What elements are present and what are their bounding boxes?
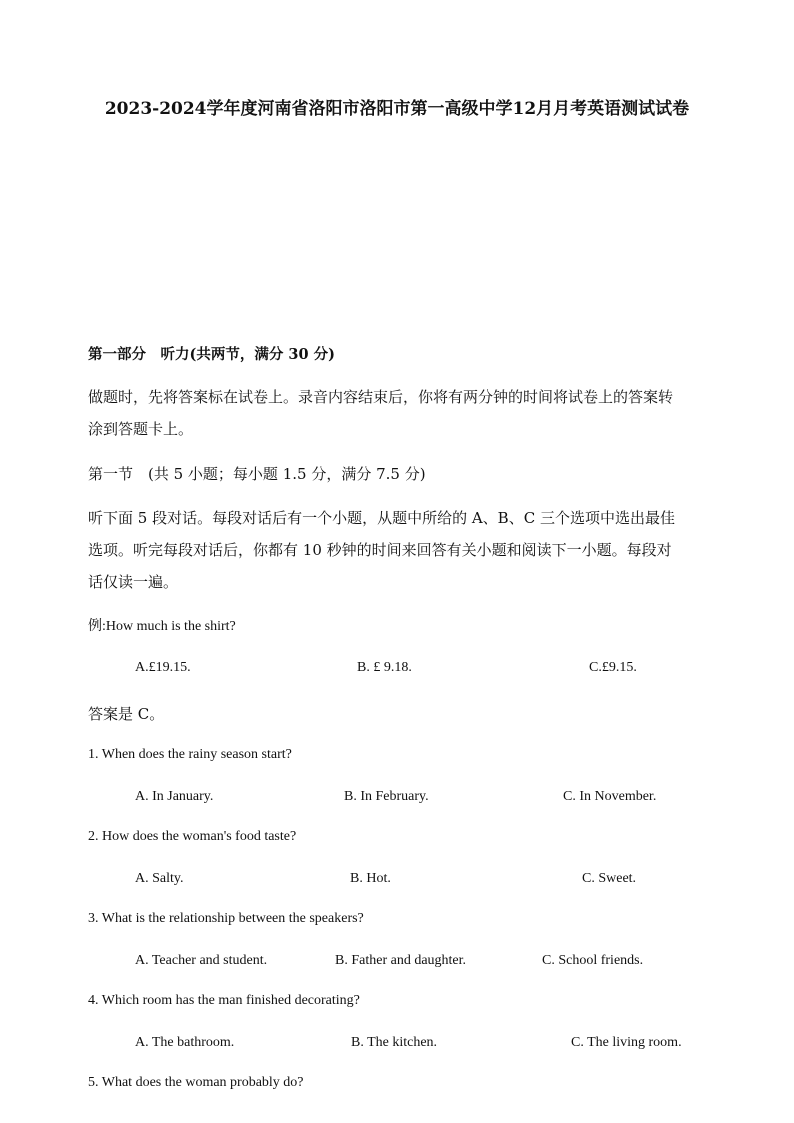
question-4-option-a: A. The bathroom. (135, 1035, 235, 1050)
part1-heading: 第一部分 听力(共两节，满分 30 分) (88, 346, 335, 363)
question-1: 1. When does the rainy season start? (88, 747, 292, 762)
example-answer: 答案是 C。 (88, 705, 165, 723)
question-1-option-a: A. In January. (135, 789, 214, 804)
question-3-option-a: A. Teacher and student. (135, 953, 268, 968)
example-option-a: A.£19.15. (135, 660, 191, 675)
instruction-line-1: 做题时，先将答案标在试卷上。录音内容结束后，你将有两分钟的时间将试卷上的答案转 (88, 388, 674, 406)
question-1-option-b: B. In February. (344, 789, 429, 804)
question-1-option-c: C. In November. (563, 789, 657, 804)
question-2-option-b: B. Hot. (350, 871, 391, 886)
question-3-option-b: B. Father and daughter. (335, 953, 467, 968)
question-2: 2. How does the woman's food taste? (88, 829, 297, 844)
example-option-c: C.£9.15. (589, 660, 637, 675)
question-3: 3. What is the relationship between the speakers? (88, 911, 364, 926)
example-question: 例:How much is the shirt? (88, 619, 236, 634)
question-2-option-a: A. Salty. (135, 871, 184, 886)
section1-instruction-line-1: 听下面 5 段对话。每段对话后有一个小题，从题中所给的 A、B、C 三个选项中选出最佳 (88, 509, 675, 527)
question-3-option-c: C. School friends. (542, 953, 644, 968)
question-2-option-c: C. Sweet. (582, 871, 637, 886)
section1-instruction-line-2: 选项。听完每段对话后，你都有 10 秒钟的时间来回答有关小题和阅读下一小题。每段对 (88, 541, 672, 559)
example-option-b: B. £ 9.18. (357, 660, 412, 675)
instruction-line-2: 涂到答题卡上。 (88, 420, 194, 438)
question-4: 4. Which room has the man finished decorating? (88, 993, 360, 1008)
section1-instruction-line-3: 话仅读一遍。 (88, 573, 179, 591)
question-4-option-b: B. The kitchen. (351, 1035, 438, 1050)
question-4-option-c: C. The living room. (571, 1035, 682, 1050)
exam-title: 2023-2024学年度河南省洛阳市洛阳市第一高级中学12月月考英语测试试卷 (104, 99, 690, 119)
section1-heading: 第一节 (共 5 小题；每小题 1.5 分，满分 7.5 分) (88, 465, 426, 483)
question-5: 5. What does the woman probably do? (88, 1075, 304, 1090)
